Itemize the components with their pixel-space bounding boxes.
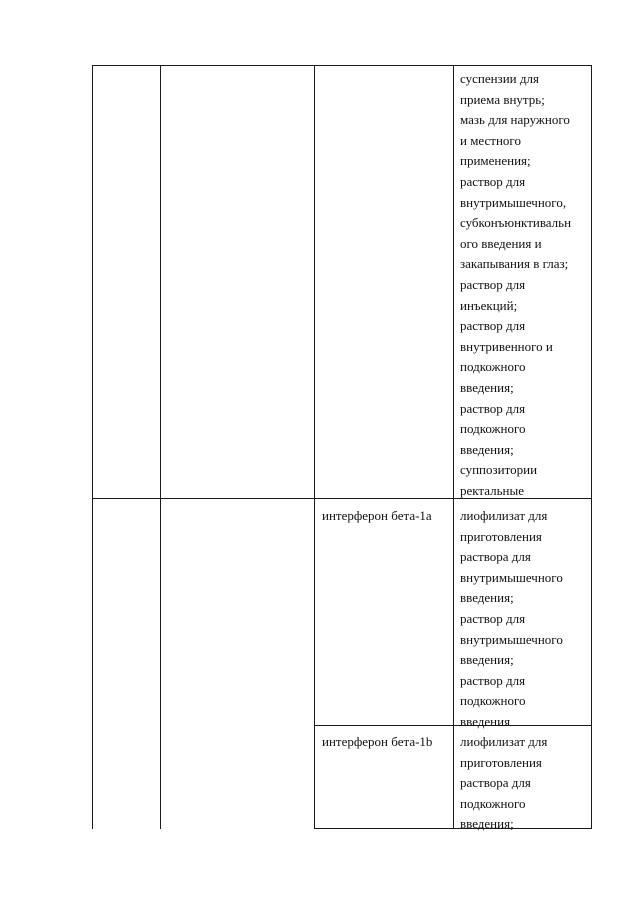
dosage-form-line: внутримышечного (460, 631, 563, 647)
dosage-form-line: приготовления (460, 528, 542, 544)
dosage-form-line: приема внутрь; (460, 91, 545, 107)
column-border-left (92, 65, 93, 829)
dosage-form-line: раствор для (460, 318, 526, 334)
dosage-form-line: внутримышечного (460, 569, 563, 585)
dosage-form-line: мазь для наружного (460, 112, 570, 128)
column-border-right (591, 65, 592, 829)
dosage-forms-cell (460, 732, 547, 835)
dosage-forms-cell (460, 506, 563, 733)
dosage-form-line: лиофилизат для (460, 508, 548, 523)
dosage-form-line: инъекций; (460, 297, 518, 313)
table-top-border (92, 65, 591, 66)
drug-name-cell (322, 732, 432, 753)
dosage-forms-cell (460, 69, 571, 501)
dosage-form-line: ректальные (460, 482, 525, 498)
dosage-form-line: внутримышечного, (460, 194, 567, 210)
dosage-form-line: применения; (460, 153, 531, 169)
column-border-3 (314, 65, 315, 829)
column-border-4 (453, 65, 454, 829)
dosage-form-line: субконъюнктивальн (460, 215, 572, 231)
dosage-form-line: лиофилизат для (460, 734, 548, 749)
dosage-form-line: раствор для (460, 610, 526, 626)
dosage-form-line: подкожного (460, 795, 526, 811)
dosage-form-line: подкожного (460, 421, 526, 437)
dosage-form-line: введения; (460, 652, 514, 668)
dosage-form-line: введения; (460, 441, 514, 457)
dosage-form-line: ого введения и (460, 235, 542, 251)
column-border-2 (160, 65, 161, 829)
dosage-form-line: внутривенного и (460, 338, 553, 354)
dosage-form-line: подкожного (460, 693, 526, 709)
dosage-form-line: раствор для (460, 173, 526, 189)
dosage-form-line: приготовления (460, 754, 542, 770)
dosage-form-line: закапывания в глаз; (460, 256, 569, 272)
dosage-form-line: введения; (460, 379, 514, 395)
dosage-form-line: раствор для (460, 672, 526, 688)
dosage-form-line: раствор для (460, 276, 526, 292)
dosage-form-line: и местного (460, 132, 521, 148)
dosage-form-line: введения (460, 713, 511, 729)
dosage-form-line: раствора для (460, 775, 531, 791)
drug-name-cell (322, 506, 432, 527)
drug-name: интерферон бета-1a (322, 508, 432, 523)
dosage-form-line: раствор для (460, 400, 526, 416)
dosage-form-line: введения; (460, 590, 514, 606)
dosage-form-line: подкожного (460, 359, 526, 375)
dosage-form-line: суспензии для (460, 71, 539, 86)
drug-name: интерферон бета-1b (322, 734, 433, 749)
dosage-form-line: раствора для (460, 549, 531, 565)
dosage-form-line: суппозитории (460, 462, 538, 478)
dosage-form-line: введения; (460, 816, 514, 832)
